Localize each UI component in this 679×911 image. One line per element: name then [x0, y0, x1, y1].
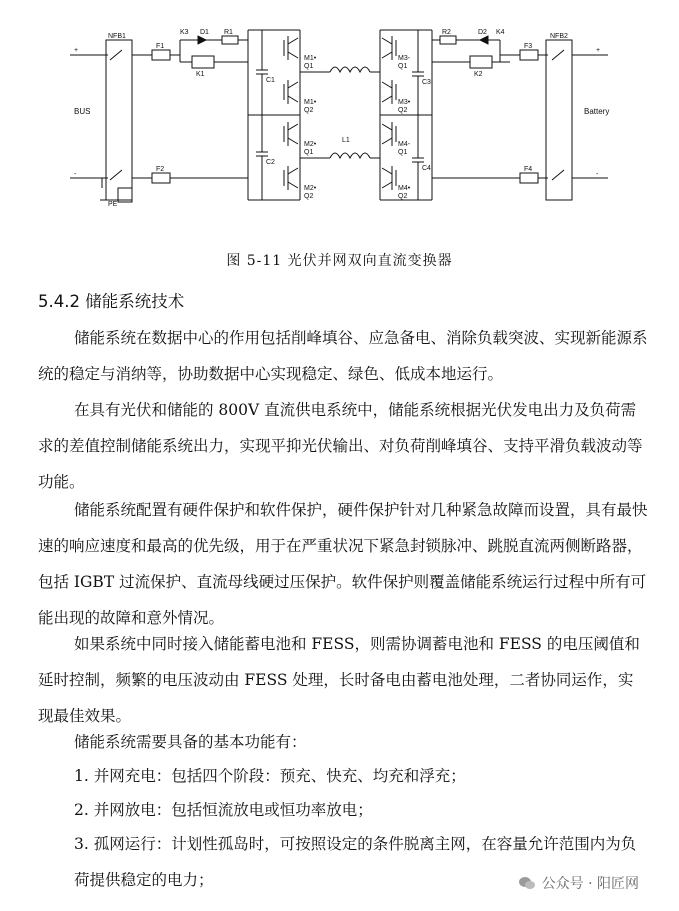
list-item: 1. 并网充电：包括四个阶段：预充、快充、均充和浮充；	[74, 767, 466, 785]
figure-caption: 图 5-11 光伏并网双向直流变换器	[226, 253, 453, 269]
battery-label: Battery	[584, 107, 610, 116]
r2-label: R2	[442, 29, 451, 36]
plus-left-label: +	[74, 47, 79, 54]
k3-label: K3	[180, 29, 189, 36]
f2-label: F2	[156, 166, 165, 173]
list-item: 3. 孤网运行：计划性孤岛时，可按照设定的条件脱离主网，在容量允许范围内为负荷提供稳定的电力；	[74, 835, 637, 889]
r1-label: R1	[224, 29, 233, 36]
c2-label: C2	[266, 159, 275, 166]
m2q1-label: M2• Q1	[304, 141, 317, 156]
m1q2-label: M1• Q2	[304, 99, 317, 114]
list-intro: 储能系统需要具备的基本功能有：	[74, 733, 307, 751]
l1-label: L1	[342, 137, 350, 144]
paragraph-1: 储能系统在数据中心的作用包括削峰填谷、应急备电、消除负载突波、实现新能源系统的稳定与消纳等，协助数据中心实现稳定、绿色、低成本地运行。	[38, 329, 648, 383]
bus-label: BUS	[74, 107, 91, 116]
m4q2-label: M4• Q2	[398, 185, 411, 200]
d2-label: D2	[478, 29, 487, 36]
m3q2-label: M3• Q2	[398, 99, 411, 114]
paragraph-2: 在具有光伏和储能的 800V 直流供电系统中，储能系统根据光伏发电出力及负荷需求的差值控制储能系统出力，实现平抑光伏输出、对负荷削峰填谷、支持平滑负载波动等功能。	[38, 401, 643, 491]
m1q1-label: M1• Q1	[304, 55, 317, 70]
paragraph-4: 如果系统中同时接入储能蓄电池和 FESS，则需协调蓄电池和 FESS 的电压阈值和延时控制，频繁的电压波动由 FESS 处理，长时备电由蓄电池处理，二者协同运作，实现最佳效果。	[38, 635, 640, 725]
pe-label: PE	[108, 201, 118, 208]
c4-label: C4	[422, 165, 431, 172]
f3-label: F3	[524, 43, 533, 50]
paragraph-3: 储能系统配置有硬件保护和软件保护，硬件保护针对几种紧急故障而设置，具有最快速的响应速度和最高的优先级，用于在严重状况下紧急封锁脉冲、跳脱直流两侧断路器，包括 IGBT 过流保护、直流母线硬过压保护。软件保护则覆盖储能系统运行过程中所有可能出现的故障和意外情况。	[38, 501, 648, 627]
minus-right-label: -	[596, 171, 599, 178]
plus-right-label: +	[596, 47, 601, 54]
c1-label: C1	[266, 77, 275, 84]
minus-left-label: -	[74, 171, 77, 178]
m4q1-label: M4-Q1	[398, 141, 411, 156]
wechat-icon	[518, 876, 536, 890]
f4-label: F4	[524, 166, 533, 173]
m2q2-label: M2• Q2	[304, 185, 317, 200]
section-title: 5.4.2 储能系统技术	[38, 292, 185, 311]
watermark	[518, 873, 639, 893]
k4-label: K4	[496, 29, 505, 36]
nfb1-label: NFB1	[108, 33, 126, 40]
d1-label: D1	[200, 29, 209, 36]
k2-label: K2	[474, 71, 483, 78]
m3q1-label: M3-Q1	[398, 55, 411, 70]
converter-circuit-diagram	[0, 0, 679, 240]
nfb2-label: NFB2	[550, 33, 568, 40]
k1-label: K1	[196, 71, 205, 78]
f1-label: F1	[156, 43, 165, 50]
list-item: 2. 并网放电：包括恒流放电或恒功率放电；	[74, 801, 373, 819]
c3-label: C3	[422, 79, 431, 86]
watermark-text: 公众号 · 阳匠网	[541, 876, 639, 892]
